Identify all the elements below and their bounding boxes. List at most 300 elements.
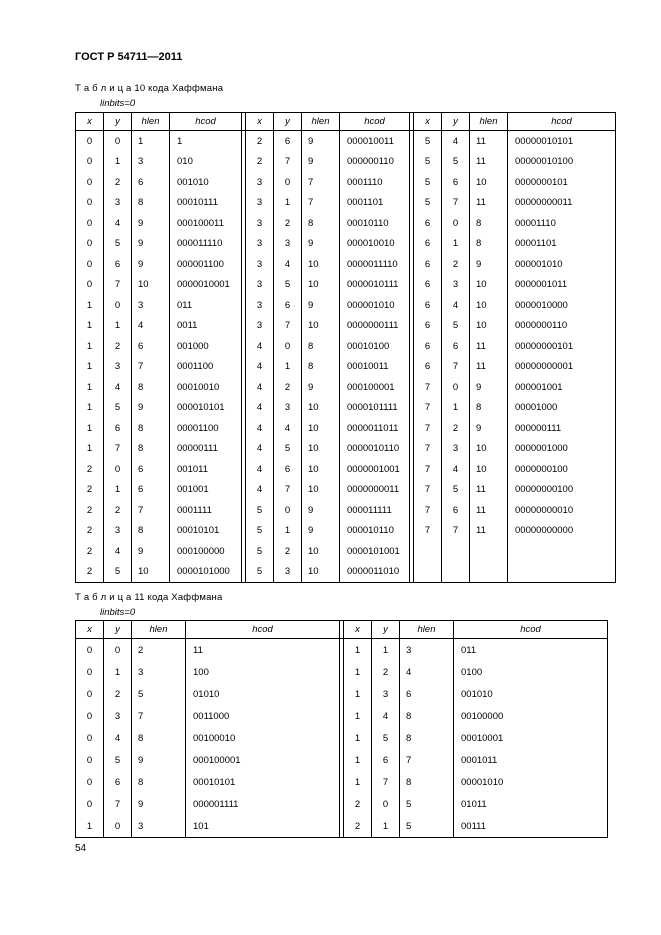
- cell-x: 1: [76, 439, 104, 460]
- cell-y: 1: [274, 193, 302, 214]
- cell-y: 0: [274, 172, 302, 193]
- page-number: 54: [75, 843, 87, 854]
- table-row: [76, 541, 616, 562]
- cell-hlen: 11: [470, 193, 508, 214]
- cell-x: 5: [414, 193, 442, 214]
- column-header-x: x: [76, 621, 104, 639]
- cell-hcod: 0100: [454, 661, 608, 683]
- cell-y: 5: [274, 275, 302, 296]
- cell-x: 0: [76, 213, 104, 234]
- table-row: [76, 172, 616, 193]
- cell-hlen: 8: [302, 213, 340, 234]
- cell-y: 4: [442, 459, 470, 480]
- table-row: [76, 275, 616, 296]
- cell-hlen: 2: [132, 639, 186, 662]
- cell-x: 3: [246, 193, 274, 214]
- table-row: [76, 254, 616, 275]
- table-row: [76, 439, 616, 460]
- cell-hlen: 7: [302, 172, 340, 193]
- column-header-x: x: [76, 113, 104, 131]
- cell-y: 5: [104, 562, 132, 583]
- cell-y: 2: [104, 336, 132, 357]
- cell-x: 6: [414, 316, 442, 337]
- cell-y: 7: [442, 193, 470, 214]
- cell-hcod: 0000000101: [508, 172, 616, 193]
- cell-hcod: [508, 562, 616, 583]
- cell-x: 5: [414, 172, 442, 193]
- cell-hcod: 00100010: [186, 727, 340, 749]
- cell-hlen: 8: [470, 398, 508, 419]
- cell-hcod: 011: [454, 639, 608, 662]
- cell-hcod: 0000001000: [508, 439, 616, 460]
- cell-hcod: 00000000010: [508, 500, 616, 521]
- cell-hcod: 00000000001: [508, 357, 616, 378]
- cell-y: 2: [442, 418, 470, 439]
- table-row: [76, 793, 608, 815]
- cell-x: 1: [76, 398, 104, 419]
- cell-hcod: 000001100: [170, 254, 242, 275]
- column-header-y: y: [104, 621, 132, 639]
- cell-y: 2: [274, 377, 302, 398]
- cell-hlen: 7: [302, 193, 340, 214]
- column-header-hcod: hcod: [340, 113, 410, 131]
- cell-hlen: 9: [302, 131, 340, 152]
- cell-hcod: 0011: [170, 316, 242, 337]
- cell-y: 0: [104, 815, 132, 838]
- cell-x: 0: [76, 639, 104, 662]
- cell-hcod: 00010100: [340, 336, 410, 357]
- cell-x: 1: [344, 705, 372, 727]
- cell-y: 2: [274, 541, 302, 562]
- cell-x: 1: [76, 815, 104, 838]
- column-header-hlen: hlen: [132, 113, 170, 131]
- table-11-caption: Т а б л и ц а 11 кода Хаффмана: [75, 592, 223, 603]
- cell-y: 5: [442, 480, 470, 501]
- cell-hlen: 5: [400, 793, 454, 815]
- cell-y: 0: [104, 295, 132, 316]
- cell-hlen: 9: [132, 541, 170, 562]
- cell-x: 7: [414, 459, 442, 480]
- cell-hcod: 011: [170, 295, 242, 316]
- cell-hcod: 0000101001: [340, 541, 410, 562]
- cell-y: 7: [442, 521, 470, 542]
- cell-x: 4: [246, 459, 274, 480]
- cell-hcod: 0000011010: [340, 562, 410, 583]
- table-row: [76, 152, 616, 173]
- cell-hlen: 11: [470, 152, 508, 173]
- cell-hcod: 00001110: [508, 213, 616, 234]
- cell-x: 3: [246, 213, 274, 234]
- cell-hcod: 001001: [170, 480, 242, 501]
- cell-x: 5: [246, 500, 274, 521]
- cell-hcod: 0000010111: [340, 275, 410, 296]
- cell-x: 2: [344, 815, 372, 838]
- cell-x: 3: [246, 275, 274, 296]
- cell-y: 1: [104, 661, 132, 683]
- cell-x: 3: [246, 234, 274, 255]
- cell-hlen: 9: [302, 500, 340, 521]
- cell-hcod: 00100000: [454, 705, 608, 727]
- cell-x: 0: [76, 131, 104, 152]
- cell-hlen: 8: [400, 705, 454, 727]
- column-header-y: y: [274, 113, 302, 131]
- cell-hcod: 101: [186, 815, 340, 838]
- cell-y: 6: [372, 749, 400, 771]
- cell-x: 2: [246, 131, 274, 152]
- cell-hcod: 00000000101: [508, 336, 616, 357]
- cell-hlen: 8: [132, 771, 186, 793]
- cell-y: 6: [442, 500, 470, 521]
- cell-hlen: 10: [302, 439, 340, 460]
- cell-hlen: 9: [470, 377, 508, 398]
- cell-y: 5: [104, 398, 132, 419]
- cell-hlen: 10: [302, 316, 340, 337]
- cell-hcod: 00000010101: [508, 131, 616, 152]
- cell-x: 1: [344, 683, 372, 705]
- cell-y: 4: [104, 541, 132, 562]
- cell-hcod: 0000000100: [508, 459, 616, 480]
- cell-hlen: 6: [400, 683, 454, 705]
- table-row: [76, 727, 608, 749]
- cell-y: [442, 562, 470, 583]
- cell-hlen: 9: [470, 254, 508, 275]
- cell-x: 0: [76, 661, 104, 683]
- table-row: [76, 459, 616, 480]
- cell-hcod: 010: [170, 152, 242, 173]
- cell-y: 0: [442, 377, 470, 398]
- cell-hcod: 0000101000: [170, 562, 242, 583]
- cell-y: 6: [442, 336, 470, 357]
- cell-hlen: [470, 541, 508, 562]
- cell-hlen: 9: [132, 254, 170, 275]
- cell-hcod: 01011: [454, 793, 608, 815]
- cell-hlen: 10: [470, 459, 508, 480]
- cell-y: 5: [442, 316, 470, 337]
- cell-x: 1: [76, 418, 104, 439]
- cell-x: 2: [76, 500, 104, 521]
- cell-x: 7: [414, 521, 442, 542]
- cell-y: 3: [104, 357, 132, 378]
- cell-y: 1: [274, 357, 302, 378]
- cell-y: 4: [274, 418, 302, 439]
- cell-y: 4: [274, 254, 302, 275]
- cell-hcod: 00010011: [340, 357, 410, 378]
- cell-y: 1: [274, 521, 302, 542]
- cell-hlen: 3: [400, 639, 454, 662]
- cell-x: 0: [76, 234, 104, 255]
- cell-y: 7: [104, 439, 132, 460]
- cell-x: 4: [246, 377, 274, 398]
- cell-hcod: 00001000: [508, 398, 616, 419]
- cell-y: 6: [442, 172, 470, 193]
- cell-y: 1: [442, 234, 470, 255]
- cell-hlen: 11: [470, 480, 508, 501]
- cell-x: 6: [414, 336, 442, 357]
- cell-x: 7: [414, 500, 442, 521]
- table-row: [76, 749, 608, 771]
- cell-hcod: 0000000011: [340, 480, 410, 501]
- cell-hlen: 6: [132, 480, 170, 501]
- cell-x: 7: [414, 398, 442, 419]
- cell-hlen: 11: [470, 521, 508, 542]
- cell-x: 4: [246, 398, 274, 419]
- cell-x: 7: [414, 377, 442, 398]
- cell-hlen: 10: [470, 295, 508, 316]
- cell-x: 5: [246, 541, 274, 562]
- table-row: [76, 234, 616, 255]
- cell-y: 5: [104, 234, 132, 255]
- cell-hlen: 8: [132, 377, 170, 398]
- cell-x: 6: [414, 275, 442, 296]
- cell-hcod: 0001111: [170, 500, 242, 521]
- cell-x: 6: [414, 254, 442, 275]
- cell-hlen: 8: [400, 727, 454, 749]
- cell-hlen: 3: [132, 152, 170, 173]
- cell-y: 6: [274, 459, 302, 480]
- cell-y: 4: [442, 295, 470, 316]
- cell-x: 0: [76, 275, 104, 296]
- table-row: [76, 521, 616, 542]
- column-header-hlen: hlen: [132, 621, 186, 639]
- cell-x: 0: [76, 193, 104, 214]
- cell-hlen: 8: [132, 521, 170, 542]
- cell-hlen: 9: [132, 213, 170, 234]
- cell-y: 5: [442, 152, 470, 173]
- cell-hlen: 7: [132, 500, 170, 521]
- cell-hlen: 7: [400, 749, 454, 771]
- cell-x: 2: [344, 793, 372, 815]
- cell-hcod: 0000010110: [340, 439, 410, 460]
- cell-hcod: 001000: [170, 336, 242, 357]
- cell-x: 1: [76, 336, 104, 357]
- cell-hcod: 000001111: [186, 793, 340, 815]
- cell-x: 2: [76, 521, 104, 542]
- cell-hlen: 5: [400, 815, 454, 838]
- cell-y: 1: [372, 639, 400, 662]
- cell-hlen: 8: [302, 357, 340, 378]
- cell-x: 0: [76, 705, 104, 727]
- cell-hlen: 1: [132, 131, 170, 152]
- cell-x: 7: [414, 439, 442, 460]
- cell-hcod: 00000010100: [508, 152, 616, 173]
- column-header-x: x: [246, 113, 274, 131]
- cell-hlen: 9: [132, 749, 186, 771]
- column-header-x: x: [344, 621, 372, 639]
- cell-y: 3: [442, 275, 470, 296]
- cell-x: 4: [246, 439, 274, 460]
- cell-y: 0: [274, 500, 302, 521]
- table-row: [76, 683, 608, 705]
- table-row: [76, 480, 616, 501]
- cell-y: 2: [104, 683, 132, 705]
- cell-y: 6: [274, 295, 302, 316]
- cell-y: 1: [104, 152, 132, 173]
- cell-hcod: 001010: [170, 172, 242, 193]
- cell-x: 2: [76, 562, 104, 583]
- cell-hlen: 6: [132, 459, 170, 480]
- cell-x: 2: [246, 152, 274, 173]
- cell-hcod: 100: [186, 661, 340, 683]
- cell-hlen: 8: [470, 213, 508, 234]
- cell-hlen: 9: [132, 793, 186, 815]
- cell-hcod: 000001001: [508, 377, 616, 398]
- cell-hcod: 00010010: [170, 377, 242, 398]
- cell-x: 1: [76, 357, 104, 378]
- cell-y: 0: [274, 336, 302, 357]
- cell-hcod: 0000101111: [340, 398, 410, 419]
- cell-y: 6: [274, 131, 302, 152]
- cell-x: 5: [414, 152, 442, 173]
- cell-hcod: 00000000011: [508, 193, 616, 214]
- cell-y: 5: [372, 727, 400, 749]
- cell-hlen: 10: [302, 398, 340, 419]
- cell-x: [414, 562, 442, 583]
- cell-x: 1: [344, 661, 372, 683]
- table-row: [76, 639, 608, 662]
- column-header-y: y: [372, 621, 400, 639]
- cell-x: 4: [246, 357, 274, 378]
- table-row: [76, 213, 616, 234]
- cell-y: 4: [104, 213, 132, 234]
- cell-hcod: 00010101: [186, 771, 340, 793]
- cell-hcod: 0000000110: [508, 316, 616, 337]
- cell-hcod: 000001010: [508, 254, 616, 275]
- cell-hcod: 0001011: [454, 749, 608, 771]
- cell-hcod: 000001010: [340, 295, 410, 316]
- cell-y: 2: [372, 661, 400, 683]
- cell-hlen: 8: [132, 418, 170, 439]
- cell-hcod: 0000001011: [508, 275, 616, 296]
- cell-hlen: 8: [400, 771, 454, 793]
- cell-y: 7: [104, 793, 132, 815]
- cell-hlen: 3: [132, 295, 170, 316]
- cell-y: 1: [104, 480, 132, 501]
- cell-hcod: 00010101: [170, 521, 242, 542]
- cell-y: 6: [104, 254, 132, 275]
- table-11-linbits-note: linbits=0: [100, 607, 136, 618]
- cell-hlen: 6: [132, 336, 170, 357]
- cell-hcod: 0001110: [340, 172, 410, 193]
- table-row: [76, 562, 616, 583]
- cell-x: 3: [246, 316, 274, 337]
- cell-hcod: 000010011: [340, 131, 410, 152]
- cell-hlen: 10: [470, 316, 508, 337]
- cell-hcod: 0000011011: [340, 418, 410, 439]
- cell-hlen: 11: [470, 357, 508, 378]
- cell-y: 4: [104, 377, 132, 398]
- cell-x: 4: [246, 480, 274, 501]
- cell-hcod: 000100001: [340, 377, 410, 398]
- cell-y: 6: [104, 418, 132, 439]
- cell-hlen: 6: [132, 172, 170, 193]
- cell-x: 1: [76, 295, 104, 316]
- cell-y: 3: [104, 705, 132, 727]
- cell-hcod: 0001101: [340, 193, 410, 214]
- cell-hcod: 00001010: [454, 771, 608, 793]
- table-row: [76, 661, 608, 683]
- cell-x: 6: [414, 234, 442, 255]
- cell-y: 5: [274, 439, 302, 460]
- table-row: [76, 316, 616, 337]
- cell-x: 0: [76, 172, 104, 193]
- cell-x: 2: [76, 541, 104, 562]
- cell-x: 3: [246, 172, 274, 193]
- cell-hlen: 8: [132, 439, 170, 460]
- cell-x: 6: [414, 213, 442, 234]
- cell-hlen: 10: [470, 439, 508, 460]
- cell-hlen: 8: [132, 193, 170, 214]
- cell-y: [442, 541, 470, 562]
- cell-x: 1: [344, 639, 372, 662]
- cell-hlen: 10: [132, 275, 170, 296]
- cell-y: 0: [372, 793, 400, 815]
- cell-x: 2: [76, 480, 104, 501]
- cell-y: 2: [442, 254, 470, 275]
- cell-x: 1: [344, 727, 372, 749]
- cell-y: 5: [104, 749, 132, 771]
- cell-x: 3: [246, 295, 274, 316]
- cell-hcod: 0000001001: [340, 459, 410, 480]
- column-header-hcod: hcod: [454, 621, 608, 639]
- cell-x: 0: [76, 749, 104, 771]
- cell-hlen: 9: [132, 398, 170, 419]
- cell-hcod: 00000000100: [508, 480, 616, 501]
- table-row: [76, 336, 616, 357]
- cell-y: 2: [274, 213, 302, 234]
- cell-y: 3: [372, 683, 400, 705]
- cell-hlen: [470, 562, 508, 583]
- cell-hcod: 000000111: [508, 418, 616, 439]
- cell-hcod: 00001100: [170, 418, 242, 439]
- cell-hlen: 10: [302, 418, 340, 439]
- cell-y: 3: [104, 521, 132, 542]
- cell-y: 3: [274, 562, 302, 583]
- cell-hcod: 000010110: [340, 521, 410, 542]
- table-row: [76, 771, 608, 793]
- cell-hlen: 10: [132, 562, 170, 583]
- column-header-x: x: [414, 113, 442, 131]
- cell-hlen: 9: [302, 152, 340, 173]
- cell-hlen: 10: [302, 254, 340, 275]
- cell-x: 0: [76, 771, 104, 793]
- cell-hlen: 10: [302, 562, 340, 583]
- cell-hcod: 0001100: [170, 357, 242, 378]
- cell-y: 3: [442, 439, 470, 460]
- cell-x: [414, 541, 442, 562]
- cell-y: 7: [274, 480, 302, 501]
- cell-x: 6: [414, 295, 442, 316]
- cell-y: 0: [442, 213, 470, 234]
- table-row: [76, 500, 616, 521]
- cell-y: 0: [104, 459, 132, 480]
- cell-hcod: 000100001: [186, 749, 340, 771]
- cell-y: 3: [274, 234, 302, 255]
- cell-hcod: 00001101: [508, 234, 616, 255]
- cell-y: 1: [104, 316, 132, 337]
- table-row: [76, 398, 616, 419]
- cell-hcod: 11: [186, 639, 340, 662]
- cell-hlen: 8: [302, 336, 340, 357]
- cell-x: 7: [414, 418, 442, 439]
- document-header: ГОСТ Р 54711—2011: [75, 51, 183, 63]
- cell-hlen: 9: [302, 234, 340, 255]
- cell-hcod: 00010110: [340, 213, 410, 234]
- column-header-y: y: [104, 113, 132, 131]
- cell-hlen: 10: [302, 459, 340, 480]
- cell-x: 6: [414, 357, 442, 378]
- cell-y: 7: [274, 316, 302, 337]
- table-row: [76, 815, 608, 838]
